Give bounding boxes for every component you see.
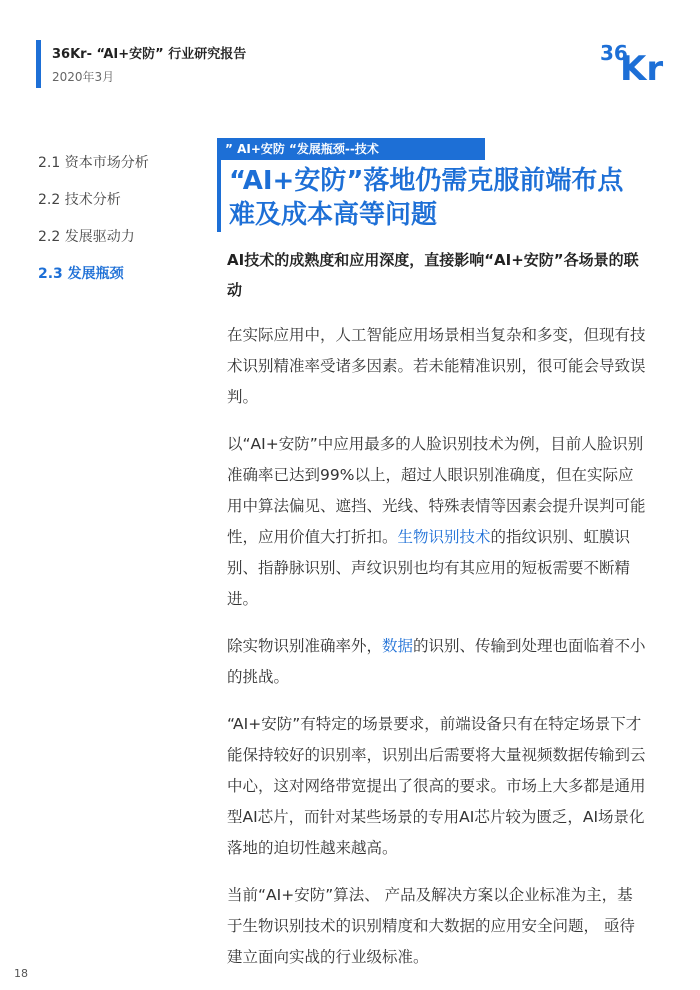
36kr-logo xyxy=(598,34,670,86)
paragraph-3-text-a: 除实物识别准确率外， xyxy=(227,637,383,655)
lead-paragraph: AI技术的成熟度和应用深度，直接影响“AI+安防”各场景的联动 xyxy=(227,251,639,299)
paragraph-5: 当前“AI+安防”算法、 产品及解决方案以企业标准为主，基于生物识别技术的识别精度和大数据的应用安全问题， 亟待建立面向实战的行业级标准。 xyxy=(227,886,635,966)
paragraph-3-text-b: 的识别、传输到处理也面临着不小的挑战。 xyxy=(227,637,646,686)
header-accent-bar xyxy=(36,40,41,88)
svg-text:36: 36 xyxy=(600,41,628,65)
title-accent-bar xyxy=(217,160,221,232)
data-link[interactable]: 数据 xyxy=(382,637,414,655)
toc-item-capital-market[interactable]: 2.1 资本市场分析 xyxy=(38,155,149,171)
paragraph-2 xyxy=(227,429,647,615)
page-title: “AI+安防”落地仍需克服前端布点难及成本高等问题 xyxy=(229,166,624,230)
report-title: 36Kr- “AI+安防” 行业研究报告 xyxy=(52,47,247,62)
report-date: 2020年3月 xyxy=(52,70,115,84)
paragraph-1: 在实际应用中，人工智能应用场景相当复杂和多变，但现有技术识别精准率受诸多因素。若未能精准识别，很可能会导致误判。 xyxy=(227,326,646,406)
paragraph-3 xyxy=(227,631,647,693)
section-tag: ” AI+安防 “发展瓶颈--技术 xyxy=(217,138,485,160)
paragraph-2-text-a: 以“AI+安防”中应用最多的人脸识别技术为例，目前人脸识别准确率已达到99%以上，超过人眼识别准确度，但在实际应用中算法偏见、遮挡、光线、特殊表情等因素会提升误判可能性，应用价值大打折扣。 xyxy=(227,435,646,546)
page-number: 18 xyxy=(14,967,28,980)
table-of-contents xyxy=(38,153,198,301)
svg-text:Kr: Kr xyxy=(620,49,664,86)
paragraph-4: “AI+安防”有特定的场景要求，前端设备只有在特定场景下才能保持较好的识别率，识别出后需要将大量视频数据传输到云中心，这对网络带宽提出了很高的要求。市场上大多都是通用型AI芯片，而针对某些场景的专用AI芯片较为匮乏，AI场景化落地的迫切性越来越高。 xyxy=(227,715,646,857)
toc-item-technology[interactable]: 2.2 技术分析 xyxy=(38,192,121,208)
paragraph-2-text-b: 的指纹识别、虹膜识别、指静脉识别、声纹识别也均有其应用的短板需要不断精进。 xyxy=(227,528,631,608)
toc-item-drivers[interactable]: 2.2 发展驱动力 xyxy=(38,229,135,245)
article-body xyxy=(227,245,647,989)
toc-item-bottlenecks[interactable]: 2.3 发展瓶颈 xyxy=(38,266,124,282)
biometrics-link[interactable]: 生物识别技术 xyxy=(397,528,491,546)
